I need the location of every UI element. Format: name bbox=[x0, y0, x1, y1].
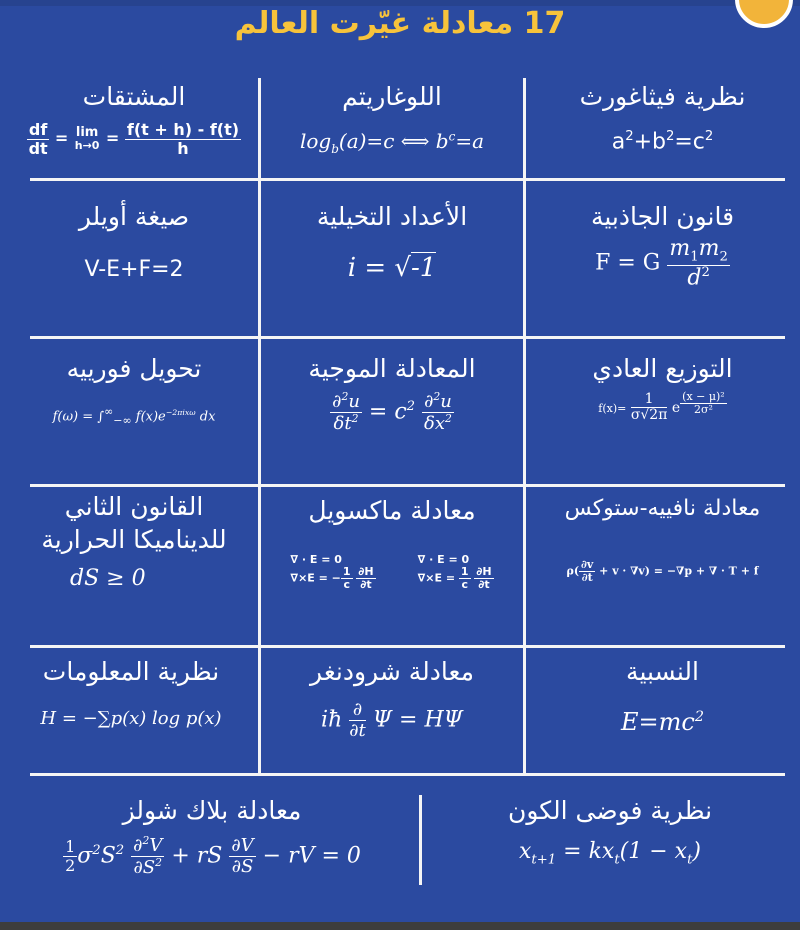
equation-name: صيغة أويلر bbox=[78, 202, 190, 231]
equation-name: نظرية المعلومات bbox=[42, 657, 220, 686]
equation-cell bbox=[10, 488, 258, 643]
divider-line bbox=[30, 484, 785, 487]
equation-formula: $\log_b(a)=c$ ⟺ $b^c=a$ bbox=[299, 129, 485, 156]
equation-formula: $x_{t+1} = kx_t(1 - x_t)$ bbox=[519, 839, 701, 868]
equation-formula: f(x)= $\frac{1}{\sigma√2\pi}$ e $^{\frac{\text{(x − μ)²}}{\text{2σ²}}}$ bbox=[598, 390, 725, 424]
page-title: 17 معادلة غيّرت العالم bbox=[234, 6, 566, 41]
equation-name-line2: للديناميكا الحرارية bbox=[41, 525, 227, 554]
equation-name: نظرية فيثاغورث bbox=[579, 82, 746, 111]
equation-formula: i = √-1 bbox=[347, 253, 437, 283]
divider-line bbox=[30, 645, 785, 648]
equation-cell bbox=[8, 780, 416, 920]
divider-line bbox=[419, 795, 422, 885]
equation-cell bbox=[530, 78, 795, 178]
equation-cell bbox=[10, 340, 258, 482]
divider-line bbox=[30, 178, 785, 181]
equation-formula: F = G $\frac{m_1m_2}{d^2}$ bbox=[595, 236, 728, 291]
equation-cell bbox=[530, 182, 795, 334]
divider-line bbox=[30, 773, 785, 776]
equation-name: المعادلة الموجية bbox=[308, 354, 476, 383]
equation-formula: $\frac{df}{dt}$ = lim h→0 = $\frac{f(t + h) - f(t)}{h}$ bbox=[28, 120, 240, 158]
equation-cell bbox=[430, 780, 790, 920]
equation-cell bbox=[530, 340, 795, 482]
equation-formula: $a^2+b^2=c^2$ bbox=[611, 129, 714, 155]
equation-formula: ρ( $\frac{\partial v}{\partial t}$ + v · ∇v) = −∇p + ∇ · T + f bbox=[566, 558, 759, 585]
equation-name: اللوغاريتم bbox=[342, 82, 442, 111]
equation-cell bbox=[262, 649, 522, 771]
equation-cell bbox=[262, 488, 522, 643]
equation-cell bbox=[262, 182, 522, 334]
equation-name: معادلة بلاك شولز bbox=[122, 796, 302, 825]
equation-name: معادلة نافييه-ستوكس bbox=[564, 496, 761, 521]
equation-cell bbox=[262, 78, 522, 178]
equation-name: النسبية bbox=[626, 657, 699, 686]
equation-name: قانون الجاذبية bbox=[590, 202, 735, 231]
equation-name: القانون الثاني bbox=[64, 492, 204, 521]
equation-cell bbox=[4, 649, 258, 771]
equation-formula: $\frac{\partial^2u}{\delta t^2}$ = $c^2$ $\frac{\partial^2u}{\delta x^2}$ bbox=[332, 390, 452, 434]
equation-cell bbox=[10, 182, 258, 334]
equation-formula: dS ≥ 0 bbox=[70, 566, 146, 591]
equation-name: الأعداد التخيلية bbox=[316, 202, 468, 231]
equation-formula: H = −∑p(x) log p(x) bbox=[40, 708, 222, 729]
equation-formula: V-E+F=2 bbox=[84, 257, 184, 282]
equation-cell bbox=[10, 78, 258, 178]
equation-formula: $E=mc^2$ bbox=[621, 708, 704, 736]
equation-name: نظرية فوضى الكون bbox=[507, 796, 713, 825]
equation-formula: ∇ · E = 0 ∇×E = − $\frac{1}{c}$ $\frac{\partial H}{\partial t}$ ∇ · E = 0 ∇×E = $\frac{1}{c}$ $\frac{\partial H}{\partial t}$ bbox=[290, 553, 492, 592]
bottom-bar bbox=[0, 922, 800, 930]
equation-formula: $\frac{1}{2}$ $\sigma^2S^2$ $\frac{\partial^2V}{\partial S^2}$ + rS $\frac{\partial V}{\partial S}$ − rV = 0 bbox=[65, 834, 361, 878]
equation-name: معادلة شرودنغر bbox=[310, 657, 474, 686]
equation-formula: $f(\omega) = \int^\infty_{-\infty}$ $f(x)e^{-2\pi ix\omega}$ dx bbox=[52, 405, 216, 427]
equation-cell bbox=[530, 488, 795, 643]
equation-cell bbox=[262, 340, 522, 482]
equation-cell bbox=[530, 649, 795, 771]
divider-line bbox=[258, 78, 261, 773]
equation-name: معادلة ماكسويل bbox=[308, 496, 476, 525]
equation-name: التوزيع العادي bbox=[592, 354, 733, 383]
equation-formula: iħ $\frac{\partial}{\partial t}$ Ψ = HΨ bbox=[321, 699, 463, 741]
divider-line bbox=[30, 336, 785, 339]
equation-name: تحويل فورييه bbox=[66, 354, 202, 383]
equation-name: المشتقات bbox=[82, 82, 186, 111]
divider-line bbox=[523, 78, 526, 773]
